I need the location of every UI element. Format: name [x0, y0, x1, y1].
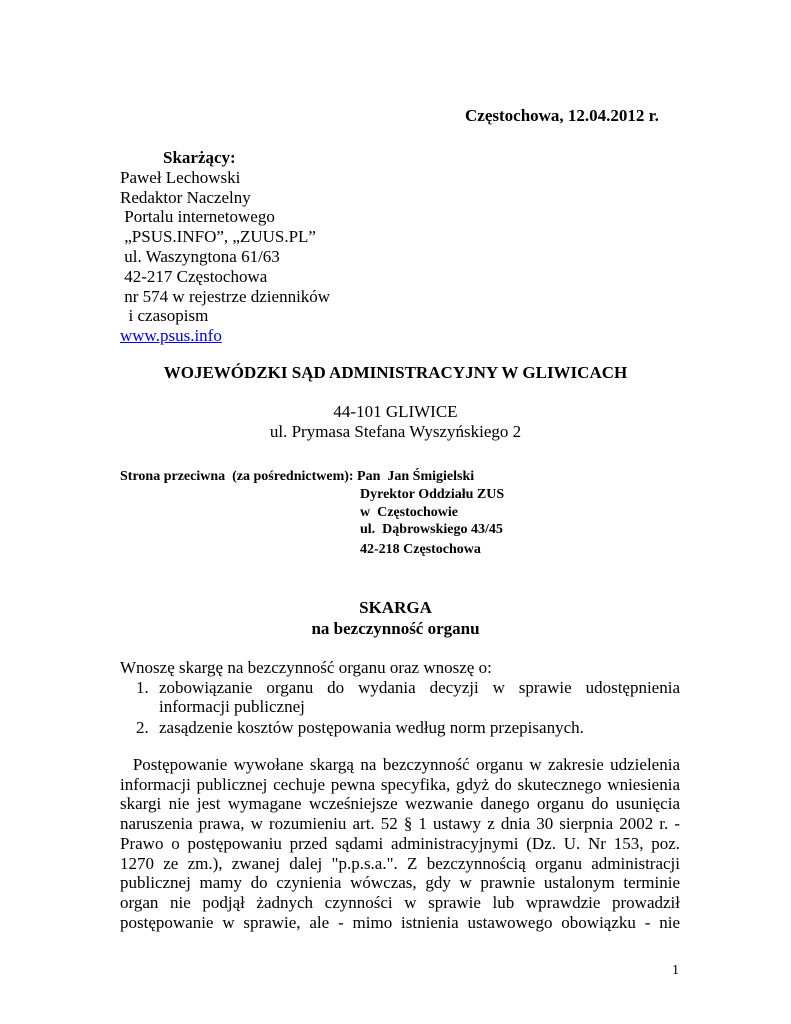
opponent-details: [360, 486, 504, 539]
opponent-line: Dyrektor Oddziału ZUS: [360, 487, 505, 502]
heading-title: SKARGA: [359, 598, 432, 617]
plaintiff-label: Skarżący:: [163, 148, 236, 167]
plaintiff-line: Paweł Lechowski: [120, 167, 241, 187]
court-name: WOJEWÓDZKI SĄD ADMINISTRACYJNY W GLIWICACH: [163, 363, 628, 382]
list-item-text: zasądzenie kosztów postępowania według norm przepisanych.: [159, 718, 584, 737]
plaintiff-line: i czasopism: [120, 306, 209, 326]
requests-list: [120, 678, 680, 737]
list-item-number: 2.: [136, 718, 149, 737]
list-item: [120, 718, 680, 737]
plaintiff-line: ul. Waszyngtona 61/63: [120, 246, 280, 266]
plaintiff-line: „PSUS.INFO”, „ZUUS.PL”: [120, 227, 316, 247]
list-item: [120, 678, 680, 716]
court-address: [0, 402, 791, 442]
opponent-label: Strona przeciwna (za pośrednictwem): Pan Jan Śmigielski: [120, 469, 475, 484]
requests-intro: Wnoszę skargę na bezczynność organu oraz wnoszę o:: [120, 658, 492, 677]
heading-subtitle: na bezczynność organu: [311, 619, 480, 638]
page-number: 1: [672, 963, 679, 978]
website-link[interactable]: www.psus.info: [120, 326, 222, 346]
list-item-text: zobowiązanie organu do wydania decyzji w sprawie udostępnienia informacji publicznej: [159, 678, 680, 716]
opponent-city: 42-218 Częstochowa: [360, 542, 481, 557]
opponent-line: w Częstochowie: [360, 504, 458, 520]
court-address-line: 44-101 GLIWICE: [333, 402, 458, 421]
opponent-line: ul. Dąbrowskiego 43/45: [360, 522, 503, 537]
court-address-line: ul. Prymasa Stefana Wyszyńskiego 2: [269, 422, 522, 441]
date-line: Częstochowa, 12.04.2012 r.: [465, 106, 659, 125]
plaintiff-line: 42-217 Częstochowa: [120, 266, 268, 286]
plaintiff-line: Redaktor Naczelny: [120, 187, 251, 207]
plaintiff-line: nr 574 w rejestrze dzienników: [120, 286, 331, 306]
body-paragraph: Postępowanie wywołane skargą na bezczynność organu w zakresie udzielenia informacji publicznej cechuje pewna specyfika, gdyż do skutecznego wniesienia skargi nie jest wymagane wcześniejsze wezwanie danego organu do usunięcia naruszenia prawa, w rozumieniu art. 52 § 1 ustawy z dnia 30 sierpnia 2002 r. - Prawo o postępowaniu przed sądami administracyjnymi (Dz. U. Nr 153, poz. 1270 ze zm.), zwanej dalej "p.p.s.a.". Z bezczynnością organu administracji publicznej mamy do czynienia wówczas, gdy w prawnie ustalonym terminie organ nie podjął żadnych czynności w sprawie lub wprawdzie prowadził postępowanie w sprawie, ale - mimo istnienia ustawowego obowiązku - nie: [120, 755, 685, 932]
plaintiff-line: Portalu internetowego: [120, 207, 275, 227]
list-item-number: 1.: [136, 678, 149, 697]
plaintiff-block: [120, 148, 330, 346]
document-heading: [0, 598, 791, 640]
